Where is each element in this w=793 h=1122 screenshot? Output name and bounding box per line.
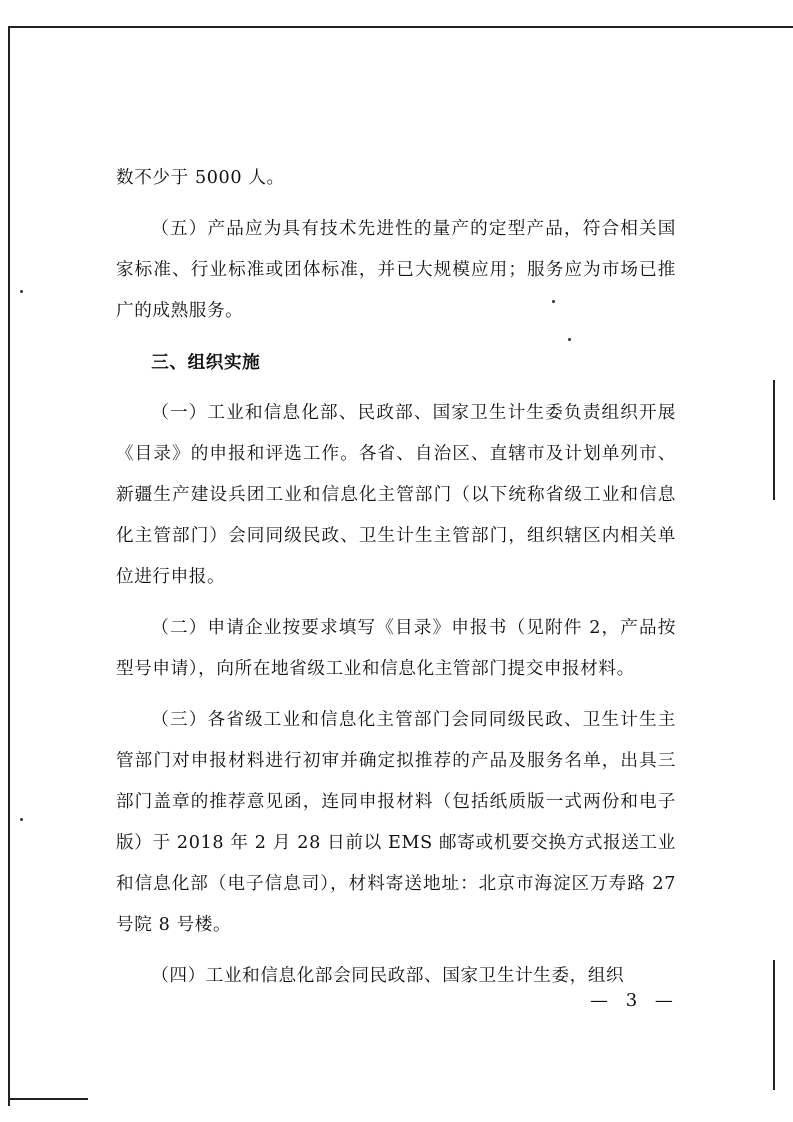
scan-speck bbox=[20, 818, 23, 821]
section-heading-organization: 三、组织实施 bbox=[151, 352, 261, 373]
document-body bbox=[116, 158, 676, 1007]
scan-speck bbox=[20, 290, 23, 293]
scan-border-left bbox=[8, 26, 10, 1106]
page-number: — 3 — bbox=[590, 990, 679, 1011]
paragraph-continuation: 数不少于 5000 人。 bbox=[116, 168, 285, 188]
paragraph-org-item-4: （四）工业和信息化部会同民政部、国家卫生计生委，组织 bbox=[151, 966, 625, 986]
paragraph-item-5: （五）产品应为具有技术先进性的量产的定型产品，符合相关国家标准、行业标准或团体标准，并已大规模应用；服务应为市场已推广的成熟服务。 bbox=[116, 219, 676, 321]
paragraph-org-item-2: （二）申请企业按要求填写《目录》申报书（见附件 2，产品按型号申请），向所在地省级工业和信息化主管部门提交申报材料。 bbox=[116, 618, 676, 679]
scan-border-right-lower bbox=[773, 960, 775, 1090]
scan-border-right bbox=[773, 380, 775, 500]
paragraph-org-item-1: （一）工业和信息化部、民政部、国家卫生计生委负责组织开展《目录》的申报和评选工作。各省、自治区、直辖市及计划单列市、新疆生产建设兵团工业和信息化主管部门（以下统称省级工业和信息化主管部门）会同同级民政、卫生计生主管部门，组织辖区内相关单位进行申报。 bbox=[116, 403, 676, 587]
scan-border-top bbox=[8, 26, 793, 28]
scan-border-bottom bbox=[8, 1098, 88, 1100]
paragraph-org-item-3: （三）各省级工业和信息化主管部门会同同级民政、卫生计生主管部门对申报材料进行初审并确定拟推荐的产品及服务名单，出具三部门盖章的推荐意见函，连同申报材料（包括纸质版一式两份和电子版）于 2018 年 2 月 28 日前以 EMS 邮寄或机要交换方式报送工业和信息化部（电子信息司），材料寄送地址：北京市海淀区万寿路 27 号院 8 号楼。 bbox=[116, 710, 676, 935]
